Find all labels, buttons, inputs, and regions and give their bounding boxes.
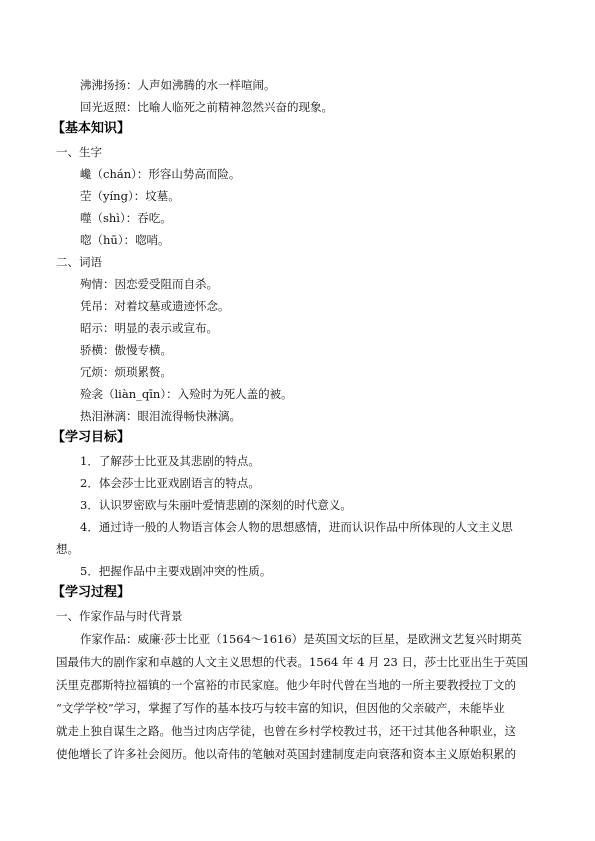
word-item: 骄横：傲慢专横。 <box>80 343 172 357</box>
goal-item: 2．体会莎士比亚戏剧语言的特点。 <box>80 476 260 490</box>
goal-item-continuation: 想。 <box>56 542 79 556</box>
char-item: 巉（chán）：形容山势高而险。 <box>80 167 241 181</box>
word-item: 凭吊：对着坟墓或遗迹怀念。 <box>80 299 230 313</box>
goal-item: 1．了解莎士比亚及其悲剧的特点。 <box>80 454 260 468</box>
paragraph-line: 国最伟大的剧作家和卓越的人文主义思想的代表。1564 年 4 月 23 日，莎士比亚出生于英国 <box>56 655 528 669</box>
term-line: 回光返照：比喻人临死之前精神忽然兴奋的现象。 <box>80 100 333 114</box>
section-heading-process: 【学习过程】 <box>52 585 131 600</box>
word-item: 冗烦：烦琐累赘。 <box>80 365 172 379</box>
goal-item: 3．认识罗密欧与朱丽叶爱情悲剧的深刻的时代意义。 <box>80 498 352 512</box>
section-heading-basic: 【基本知识】 <box>52 121 131 136</box>
subsection-heading: 一、生字 <box>56 145 102 159</box>
subsection-heading: 一、作家作品与时代背景 <box>56 609 183 623</box>
paragraph-line: 作家作品：威廉·莎士比亚（1564～1616）是英国文坛的巨星，是欧洲文艺复兴时期英 <box>80 632 522 646</box>
word-item: 热泪淋漓：眼泪流得畅快淋漓。 <box>80 409 241 423</box>
word-item: 殓衾（liàn_qīn）：入殓时为死人盖的被。 <box>80 387 293 401</box>
paragraph-line: “文学学校”学习，掌握了写作的基本技巧与较丰富的知识，但因他的父亲破产，未能毕业 <box>56 701 505 715</box>
word-item: 昭示：明显的表示或宣布。 <box>80 321 218 335</box>
section-heading-goals: 【学习目标】 <box>52 430 131 445</box>
term-line: 沸沸扬扬：人声如沸腾的水一样喧闹。 <box>80 78 276 92</box>
paragraph-line: 就走上独自谋生之路。他当过肉店学徒，也曾在乡村学校教过书，还干过其他各种职业，这 <box>56 724 516 738</box>
goal-item: 4．通过诗一般的人物语言体会人物的思想感情，进而认识作品中所体现的人文主义思 <box>80 520 513 534</box>
word-item: 殉情：因恋爱受阻而自杀。 <box>80 277 218 291</box>
char-item: 茔（yíng）：坟墓。 <box>80 189 180 203</box>
subsection-heading: 二、词语 <box>56 255 102 269</box>
paragraph-line: 使他增长了许多社会阅历。他以奇伟的笔触对英国封建制度走向衰落和资本主义原始积累的 <box>56 747 516 761</box>
char-item: 噬（shì）：吞吃。 <box>80 211 172 225</box>
goal-item: 5．把握作品中主要戏剧冲突的性质。 <box>80 564 272 578</box>
char-item: 唿（hū）：唿哨。 <box>80 233 170 247</box>
paragraph-line: 沃里克郡斯特拉福镇的一个富裕的市民家庭。他少年时代曾在当地的一所主要教授拉丁文的 <box>56 678 516 692</box>
